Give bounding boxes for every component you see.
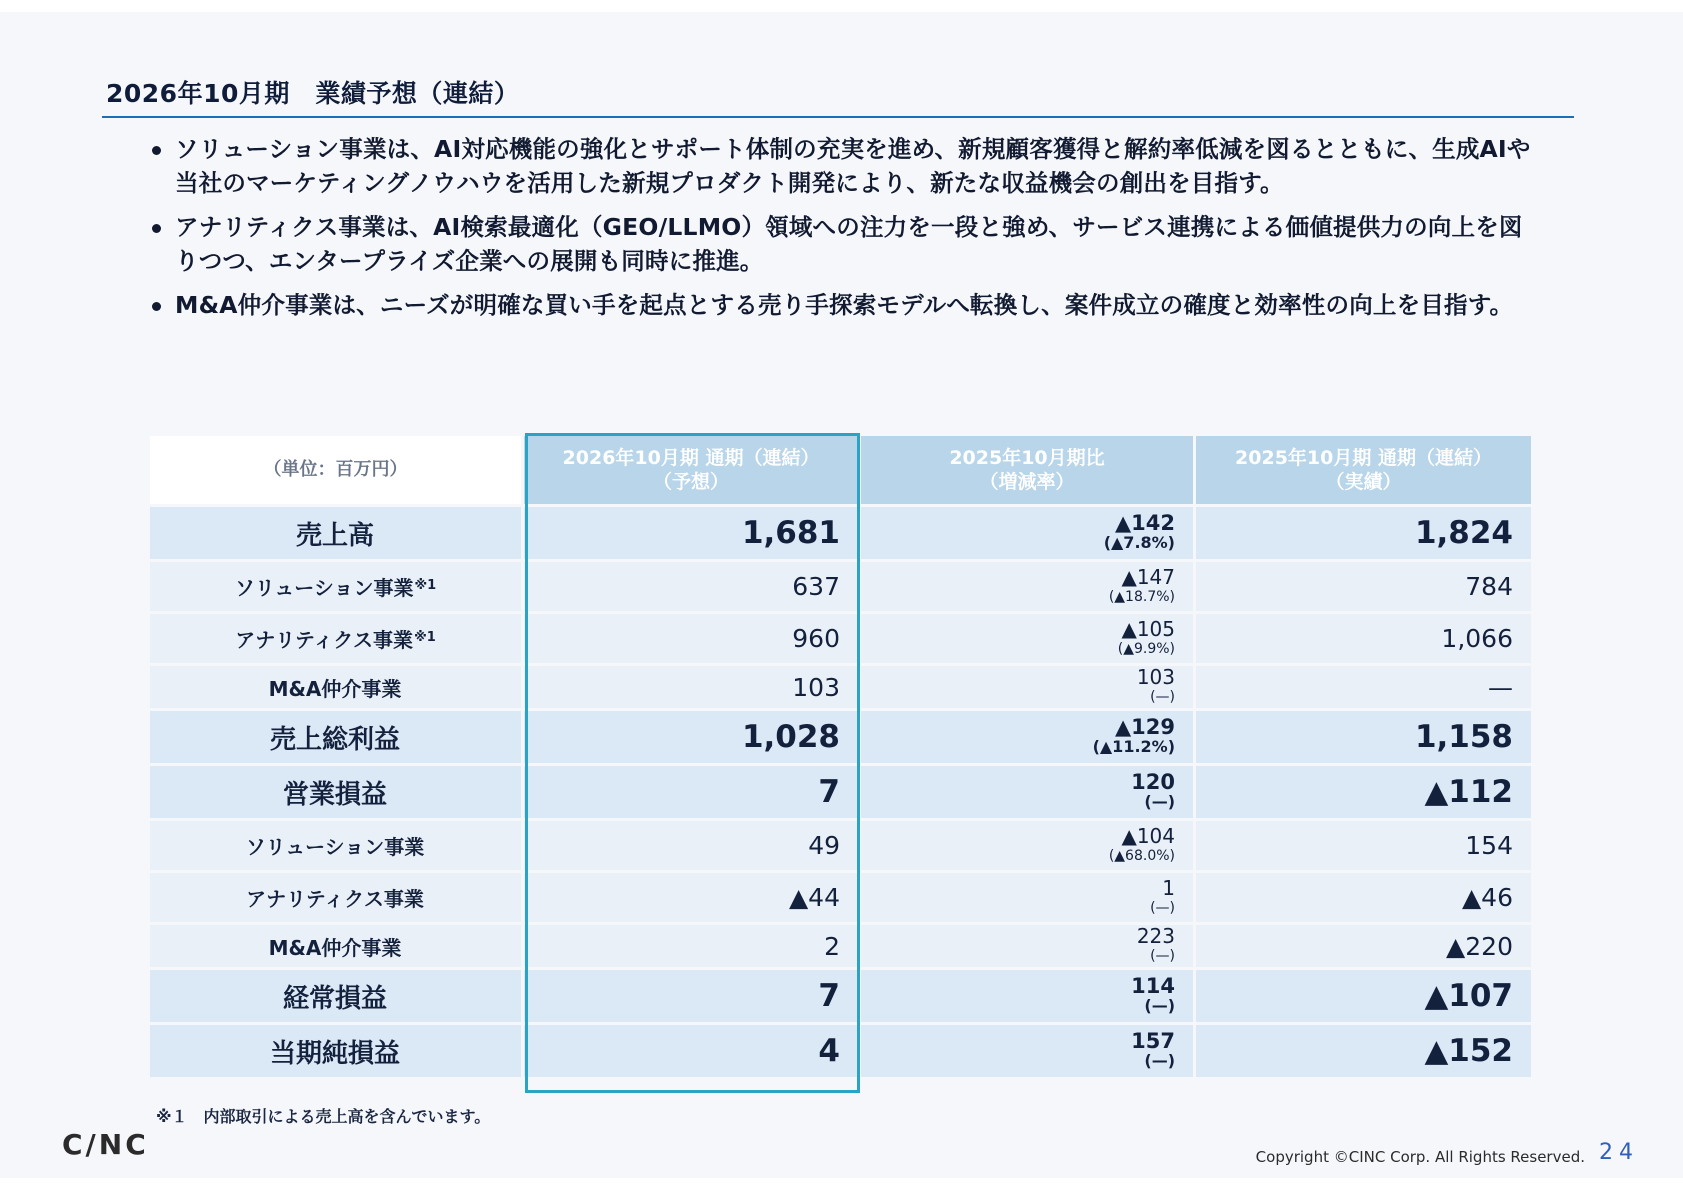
forecast-table xyxy=(150,436,1531,1077)
forecast-value: 7 xyxy=(524,967,861,1022)
forecast-value: 103 xyxy=(524,663,861,708)
change-value: ▲129 (▲11.2%) xyxy=(861,708,1196,763)
table-row xyxy=(150,504,1531,559)
forecast-value: 637 xyxy=(524,559,861,611)
bullet-dot-icon xyxy=(152,302,161,311)
bullet-text: ソリューション事業は、AI対応機能の強化とサポート体制の充実を進め、新規顧客獲得と解約率低減を図るとともに、生成AIや当社のマーケティングノウハウを活用した新規プロダクト開発により、新たな収益機会の創出を目指す。 xyxy=(175,135,1531,197)
table-row xyxy=(150,611,1531,663)
header-forecast-line1: 2026年10月期 通期（連結） xyxy=(562,447,820,469)
forecast-value: 2 xyxy=(524,922,861,967)
table-row xyxy=(150,922,1531,967)
header-forecast-line2: （予想） xyxy=(652,471,729,493)
bullet-dot-icon xyxy=(152,146,161,155)
table-row xyxy=(150,559,1531,611)
change-value: ▲142 (▲7.8%) xyxy=(861,504,1196,559)
page-title: 2026年10月期 業績予想（連結） xyxy=(106,79,520,108)
header-actual-line1: 2025年10月期 通期（連結） xyxy=(1235,447,1492,469)
copyright: Copyright ©CINC Corp. All Rights Reserved. xyxy=(1255,1148,1585,1166)
actual-value: 1,158 xyxy=(1196,708,1531,763)
table-row xyxy=(150,1022,1531,1077)
actual-value: 154 xyxy=(1196,818,1531,870)
change-value: ▲104 (▲68.0%) xyxy=(861,818,1196,870)
actual-value: ▲152 xyxy=(1196,1022,1531,1077)
actual-value: — xyxy=(1196,663,1531,708)
change-value: 157 (—) xyxy=(861,1022,1196,1077)
unit-label: （単位：百万円） xyxy=(150,436,524,504)
row-label: 当期純損益 xyxy=(150,1022,524,1077)
forecast-value: 49 xyxy=(524,818,861,870)
bullet-item-solution xyxy=(150,132,1540,200)
table-header-row xyxy=(150,436,1531,504)
bullet-text: アナリティクス事業は、AI検索最適化（GEO/LLMO）領域への注力を一段と強め、サービス連携による価値提供力の向上を図りつつ、エンタープライズ企業への展開も同時に推進。 xyxy=(175,213,1523,275)
row-label: M&A仲介事業 xyxy=(150,922,524,967)
change-value: 1 (—) xyxy=(861,870,1196,922)
bullet-dot-icon xyxy=(152,224,161,233)
forecast-value: 1,681 xyxy=(524,504,861,559)
change-value: 120 (—) xyxy=(861,763,1196,818)
company-logo: C/NC xyxy=(62,1128,149,1161)
table-row xyxy=(150,663,1531,708)
bullet-list xyxy=(150,132,1540,332)
actual-value: ▲220 xyxy=(1196,922,1531,967)
header-change xyxy=(861,436,1196,504)
actual-value: ▲46 xyxy=(1196,870,1531,922)
bullet-item-ma xyxy=(150,288,1540,322)
change-value: 114 (—) xyxy=(861,967,1196,1022)
header-actual-line2: （実績） xyxy=(1325,471,1402,493)
bullet-text: M&A仲介事業は、ニーズが明確な買い手を起点とする売り手探索モデルへ転換し、案件成立の確度と効率性の向上を目指す。 xyxy=(175,291,1514,319)
footnote: ※１ 内部取引による売上高を含んでいます。 xyxy=(156,1107,491,1126)
change-value: ▲105 (▲9.9%) xyxy=(861,611,1196,663)
actual-value: 784 xyxy=(1196,559,1531,611)
row-label: 売上高 xyxy=(150,504,524,559)
forecast-value: 4 xyxy=(524,1022,861,1077)
table-row xyxy=(150,708,1531,763)
row-label: アナリティクス事業 xyxy=(150,870,524,922)
forecast-value: 7 xyxy=(524,763,861,818)
actual-value: 1,824 xyxy=(1196,504,1531,559)
change-value: ▲147 (▲18.7%) xyxy=(861,559,1196,611)
row-label: ソリューション事業$^{※1}$ xyxy=(150,559,524,611)
table-row xyxy=(150,818,1531,870)
title-divider xyxy=(102,116,1574,118)
forecast-value: 1,028 xyxy=(524,708,861,763)
header-change-line2: （増減率） xyxy=(979,471,1075,493)
forecast-value: ▲44 xyxy=(524,870,861,922)
forecast-value: 960 xyxy=(524,611,861,663)
row-label: 売上総利益 xyxy=(150,708,524,763)
row-label: アナリティクス事業$^{※1}$ xyxy=(150,611,524,663)
actual-value: ▲107 xyxy=(1196,967,1531,1022)
row-label: 経常損益 xyxy=(150,967,524,1022)
table-row xyxy=(150,763,1531,818)
row-label: ソリューション事業 xyxy=(150,818,524,870)
change-value: 223 (—) xyxy=(861,922,1196,967)
header-change-line1: 2025年10月期比 xyxy=(949,447,1105,469)
bullet-item-analytics xyxy=(150,210,1540,278)
change-value: 103 (—) xyxy=(861,663,1196,708)
actual-value: ▲112 xyxy=(1196,763,1531,818)
row-label: M&A仲介事業 xyxy=(150,663,524,708)
header-actual xyxy=(1196,436,1531,504)
row-label: 営業損益 xyxy=(150,763,524,818)
header-forecast xyxy=(524,436,861,504)
actual-value: 1,066 xyxy=(1196,611,1531,663)
page-number: 24 xyxy=(1599,1140,1639,1165)
table-row xyxy=(150,967,1531,1022)
table-row xyxy=(150,870,1531,922)
slide xyxy=(0,12,1683,1178)
